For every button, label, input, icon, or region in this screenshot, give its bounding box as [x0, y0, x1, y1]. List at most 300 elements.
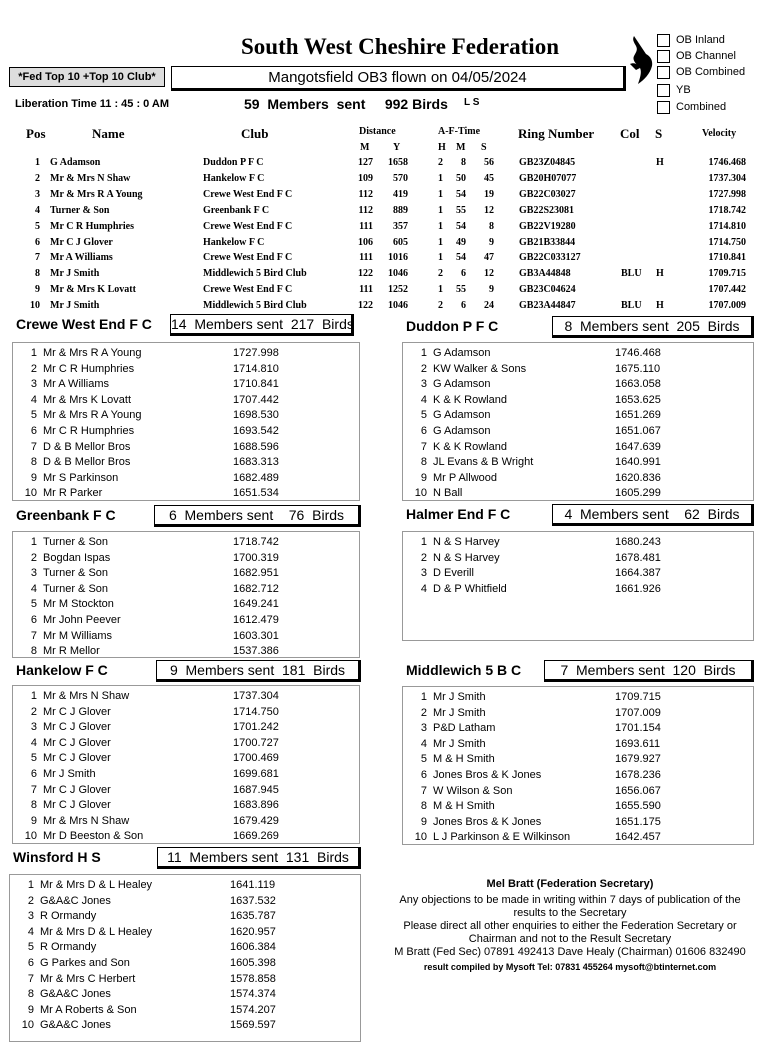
club-row	[13, 768, 353, 784]
fed-cell-club: Middlewich 5 Bird Club	[203, 300, 307, 312]
header-h: H	[438, 142, 446, 153]
club-row-name: Bogdan Ispas	[43, 551, 111, 564]
club-row-name: Mr C J Glover	[43, 721, 111, 734]
club-row	[13, 441, 353, 457]
club-row-pos: 1	[30, 536, 37, 548]
club-row-velocity: 1620.836	[615, 471, 661, 484]
checkbox-icon[interactable]	[657, 66, 670, 79]
club-row-pos: 4	[420, 582, 427, 595]
club-row-pos: 7	[420, 440, 427, 453]
fed-cell-mi: 54	[456, 188, 466, 200]
club-title: Greenbank F C	[16, 507, 116, 523]
club-row-pos: 7	[27, 972, 34, 985]
fed-table-row	[0, 173, 768, 189]
club-row-name: G&A&C Jones	[40, 894, 111, 907]
fed-cell-m: 111	[359, 252, 373, 264]
fed-cell-ring: GB3A44848	[519, 268, 571, 280]
club-row-velocity: 1651.534	[233, 487, 279, 500]
option-yb[interactable]: YB	[657, 83, 691, 97]
club-row-velocity: 1683.313	[233, 456, 279, 469]
club-row	[13, 706, 353, 722]
club-row	[403, 363, 743, 379]
club-members-sent: 14 Members sent 217 Birds	[170, 314, 354, 336]
secretary-name: Mel Bratt (Federation Secretary)	[486, 878, 654, 890]
header-ring: Ring Number	[518, 126, 595, 141]
club-row	[403, 816, 743, 832]
fed-cell-vel: 1714.810	[708, 220, 746, 232]
fed-cell-name: Mr J Smith	[50, 300, 100, 312]
club-row-velocity: 1606.384	[230, 941, 276, 954]
club-row	[10, 941, 350, 957]
club-row-velocity: 1699.681	[233, 768, 279, 780]
fed-cell-ring: GB20H07077	[519, 172, 577, 184]
club-row	[13, 347, 353, 363]
club-row	[13, 690, 353, 706]
club-row	[403, 738, 743, 754]
club-row-velocity: 1707.009	[615, 706, 661, 719]
header-s: S	[655, 126, 663, 141]
club-row-pos: 9	[30, 814, 37, 827]
club-results-box	[12, 342, 360, 501]
fed-cell-pos: 2	[35, 172, 40, 184]
club-row-velocity: 1683.896	[233, 799, 279, 812]
fed-cell-mi: 6	[461, 268, 466, 280]
fed-cell-y: 1046	[388, 268, 408, 280]
club-row-name: Mr C J Glover	[43, 783, 111, 796]
club-row-pos: 3	[420, 722, 427, 735]
fed-cell-pos: 4	[35, 204, 40, 216]
club-row-name: R Ormandy	[40, 910, 97, 923]
fed-cell-ring: GB23C04624	[519, 284, 576, 296]
fed-cell-mi: 54	[456, 252, 466, 264]
fed-cell-y: 1658	[388, 157, 408, 168]
club-row-velocity: 1637.532	[230, 894, 276, 907]
club-row	[13, 815, 353, 831]
club-row-pos: 3	[30, 721, 37, 734]
club-row-pos: 2	[420, 551, 427, 564]
club-row	[403, 831, 743, 847]
fed-cell-mi: 55	[456, 204, 466, 216]
club-row-name: Mr C J Glover	[43, 752, 111, 765]
fed-cell-ring: GB22V19280	[519, 220, 576, 232]
fed-cell-col: BLU	[621, 268, 642, 280]
checkbox-icon[interactable]	[657, 34, 670, 47]
club-row-velocity: 1714.810	[233, 362, 279, 375]
fed-top10-badge: *Fed Top 10 +Top 10 Club*	[9, 67, 165, 87]
fed-cell-h: 2	[438, 268, 443, 280]
fed-table-row	[0, 221, 768, 237]
club-row-velocity: 1698.530	[233, 409, 279, 422]
fed-cell-club: Middlewich 5 Bird Club	[203, 268, 307, 280]
club-row-velocity: 1679.927	[615, 753, 661, 766]
club-row-name: Mr P Allwood	[433, 471, 497, 484]
club-row-velocity: 1640.991	[615, 456, 661, 469]
club-row	[403, 800, 743, 816]
club-row-pos: 4	[30, 736, 37, 749]
club-row-pos: 8	[30, 456, 37, 469]
club-row-pos: 8	[30, 799, 37, 812]
club-row	[403, 567, 743, 583]
club-row-pos: 7	[30, 440, 37, 453]
club-row-velocity: 1680.243	[615, 536, 661, 548]
fed-cell-ring: GB23A44847	[519, 300, 576, 312]
fed-cell-y: 1046	[388, 300, 408, 312]
club-row-velocity: 1574.207	[230, 1003, 276, 1016]
club-row	[403, 378, 743, 394]
fed-table-row	[0, 268, 768, 284]
club-row	[403, 753, 743, 769]
club-row-pos: 3	[420, 378, 427, 391]
club-row-pos: 6	[30, 768, 37, 780]
club-row-name: Mr A Roberts & Son	[40, 1003, 137, 1016]
club-row-velocity: 1714.750	[233, 705, 279, 718]
club-row-name: D & B Mellor Bros	[43, 456, 131, 469]
club-row	[13, 425, 353, 441]
club-row	[403, 425, 743, 441]
club-row-name: Mr & Mrs D & L Healey	[40, 879, 153, 891]
club-row	[13, 737, 353, 753]
club-row-velocity: 1649.241	[233, 598, 279, 611]
club-row-pos: 9	[420, 815, 427, 828]
club-row	[13, 614, 353, 630]
club-results-box	[9, 874, 361, 1042]
fed-cell-h: 1	[438, 172, 443, 184]
club-row-pos: 5	[30, 598, 37, 611]
fed-cell-ring: GB23Z04845	[519, 157, 576, 168]
club-row-pos: 2	[30, 551, 37, 564]
fed-cell-ring: GB21B33844	[519, 236, 576, 248]
fed-cell-name: Mr C R Humphries	[50, 220, 134, 232]
club-row-pos: 8	[30, 645, 37, 658]
club-row-pos: 4	[30, 393, 37, 406]
page-title: South West Cheshire Federation	[241, 34, 559, 59]
club-row-name: Mr C R Humphries	[43, 425, 135, 437]
club-row-velocity: 1687.945	[233, 783, 279, 796]
club-row	[13, 630, 353, 646]
club-row-name: JL Evans & B Wright	[433, 456, 534, 469]
club-row	[10, 895, 350, 911]
club-row-name: Turner & Son	[43, 536, 109, 548]
header-y: Y	[393, 142, 401, 153]
club-row-name: D & P Whitfield	[433, 582, 507, 595]
club-row-velocity: 1678.481	[615, 551, 661, 564]
checkbox-icon[interactable]	[657, 101, 670, 114]
club-row	[10, 957, 350, 973]
club-members-sent: 4 Members sent 62 Birds	[552, 504, 754, 526]
club-row	[13, 752, 353, 768]
club-row-pos: 8	[420, 456, 427, 469]
fed-cell-pos: 3	[35, 188, 40, 200]
club-row-velocity: 1635.787	[230, 910, 276, 923]
fed-cell-name: Mr A Williams	[50, 252, 113, 264]
club-row-name: R Ormandy	[40, 941, 97, 954]
fed-table-row	[0, 252, 768, 268]
club-row-velocity: 1693.611	[615, 737, 661, 750]
club-row-name: Mr M Williams	[43, 629, 113, 642]
club-members-sent: 8 Members sent 205 Birds	[552, 316, 754, 338]
club-row	[403, 441, 743, 457]
club-row-name: Mr & Mrs D & L Healey	[40, 925, 153, 938]
club-row	[403, 487, 743, 503]
fed-cell-s: 12	[484, 268, 494, 280]
club-row-pos: 1	[420, 691, 427, 703]
fed-cell-club: Hankelow F C	[203, 236, 265, 248]
club-row-pos: 3	[420, 567, 427, 580]
club-row-velocity: 1605.299	[615, 487, 661, 500]
club-row-name: Mr John Peever	[43, 614, 121, 626]
fed-cell-pos: 5	[35, 220, 40, 232]
club-row-pos: 1	[420, 536, 427, 548]
objections-text: Any objections to be made in writing within 7 days of publication of the results to the Secretary	[399, 894, 741, 919]
club-results-box	[402, 342, 754, 501]
fed-cell-club: Crewe West End F C	[203, 220, 293, 232]
club-row	[403, 583, 743, 599]
club-row-velocity: 1682.951	[233, 567, 279, 580]
fed-cell-vel: 1710.841	[708, 252, 746, 264]
club-row-pos: 9	[420, 471, 427, 484]
club-title: Duddon P F C	[406, 318, 499, 334]
fed-cell-vel: 1714.750	[708, 236, 746, 248]
club-row	[403, 707, 743, 723]
fed-cell-name: Mr & Mrs R A Young	[50, 188, 143, 200]
club-row-pos: 10	[414, 831, 427, 844]
club-row-pos: 5	[420, 409, 427, 422]
club-row	[403, 472, 743, 488]
club-row-pos: 6	[420, 769, 427, 781]
fed-cell-club: Crewe West End F C	[203, 252, 293, 264]
club-row-velocity: 1642.457	[615, 831, 661, 844]
club-row-pos: 8	[27, 988, 34, 1001]
fed-cell-h: 1	[438, 220, 443, 232]
fed-cell-club: Crewe West End F C	[203, 284, 293, 296]
club-row	[13, 394, 353, 410]
club-row-pos: 5	[30, 752, 37, 765]
club-row	[13, 583, 353, 599]
fed-cell-sx: H	[656, 268, 664, 280]
club-row-velocity: 1651.067	[615, 425, 661, 437]
club-row-name: G Adamson	[433, 347, 491, 359]
fed-cell-name: Mr C J Glover	[50, 236, 113, 248]
club-row	[10, 1019, 350, 1035]
club-row-name: G Adamson	[433, 425, 491, 437]
club-row-velocity: 1700.727	[233, 736, 279, 749]
fed-cell-s: 12	[484, 204, 494, 216]
fed-cell-s: 9	[489, 284, 494, 296]
fed-cell-vel: 1707.442	[708, 284, 746, 296]
checkbox-icon[interactable]	[657, 84, 670, 97]
club-row-pos: 10	[24, 487, 37, 500]
club-row-velocity: 1707.442	[233, 393, 279, 406]
club-row-pos: 5	[27, 941, 34, 954]
club-row-name: Mr & Mrs R A Young	[43, 347, 142, 359]
club-row-name: Mr C R Humphries	[43, 362, 135, 375]
club-row-pos: 6	[30, 614, 37, 626]
fed-cell-pos: 9	[35, 284, 40, 296]
fed-cell-m: 112	[358, 204, 373, 216]
club-row-velocity: 1651.269	[615, 409, 661, 422]
club-row-velocity: 1655.590	[615, 800, 661, 813]
club-row-velocity: 1653.625	[615, 393, 661, 406]
club-title: Crewe West End F C	[16, 316, 152, 332]
club-row-velocity: 1700.469	[233, 752, 279, 765]
club-row-pos: 2	[27, 894, 34, 907]
header-col: Col	[620, 126, 640, 141]
club-row-velocity: 1737.304	[233, 690, 279, 702]
fed-cell-ring: GB22C03027	[519, 188, 576, 200]
club-row	[10, 1004, 350, 1020]
club-row-pos: 7	[30, 629, 37, 642]
club-row-velocity: 1569.597	[230, 1019, 276, 1032]
club-row-velocity: 1620.957	[230, 925, 276, 938]
fed-cell-name: Turner & Son	[50, 204, 110, 216]
club-title: Hankelow F C	[16, 662, 108, 678]
club-row-velocity: 1678.236	[615, 769, 661, 781]
club-row-name: Mr R Mellor	[43, 645, 100, 658]
club-row	[10, 926, 350, 942]
fed-cell-h: 2	[438, 157, 443, 168]
club-row	[403, 785, 743, 801]
club-row-velocity: 1727.998	[233, 347, 279, 359]
fed-cell-club: Hankelow F C	[203, 172, 265, 184]
header-sec: S	[481, 142, 487, 153]
fed-cell-pos: 6	[35, 236, 40, 248]
fed-cell-vel: 1737.304	[708, 172, 746, 184]
fed-table-row	[0, 205, 768, 221]
club-row-name: D Everill	[433, 567, 474, 580]
header-name: Name	[92, 126, 125, 141]
fed-cell-name: Mr & Mrs K Lovatt	[50, 284, 136, 296]
club-row-name: Mr J Smith	[433, 706, 486, 719]
secretary-notice	[384, 878, 756, 974]
fed-cell-m: 127	[358, 157, 373, 168]
fed-cell-club: Greenbank F C	[203, 204, 270, 216]
club-row-name: N Ball	[433, 487, 463, 500]
header-mi: M	[456, 142, 466, 153]
club-row	[13, 378, 353, 394]
club-row-velocity: 1675.110	[615, 362, 661, 375]
club-results-box	[12, 685, 360, 844]
club-row-velocity: 1612.479	[233, 614, 279, 626]
club-row-name: M & H Smith	[433, 800, 495, 813]
club-row-pos: 5	[420, 753, 427, 766]
club-row-pos: 2	[30, 362, 37, 375]
fed-cell-m: 112	[358, 188, 373, 200]
fed-cell-y: 1016	[388, 252, 408, 264]
option-ob-combined[interactable]: OB Combined	[657, 65, 745, 79]
club-row	[13, 536, 353, 552]
club-row-velocity: 1746.468	[615, 347, 661, 359]
fed-cell-club: Crewe West End F C	[203, 188, 293, 200]
club-row-pos: 1	[30, 347, 37, 359]
fed-table-row	[0, 157, 768, 173]
club-row-velocity: 1700.319	[233, 551, 279, 564]
fed-cell-h: 2	[438, 300, 443, 312]
club-row	[13, 472, 353, 488]
members-birds-sent: 59 Members sent 992 Birds	[244, 96, 448, 112]
club-row-velocity: 1641.119	[230, 879, 276, 891]
club-row-name: Mr & Mrs K Lovatt	[43, 393, 132, 406]
pigeon-logo-icon	[628, 34, 654, 86]
compiled-by: result compiled by Mysoft Tel: 07831 455264 mysoft@btinternet.com	[423, 962, 717, 972]
fed-cell-s: 45	[484, 172, 494, 184]
club-row-name: Jones Bros & K Jones	[433, 769, 542, 781]
fed-cell-name: Mr & Mrs N Shaw	[50, 172, 131, 184]
club-row-pos: 7	[420, 784, 427, 797]
club-row-pos: 9	[30, 471, 37, 484]
club-row-name: Mr C J Glover	[43, 799, 111, 812]
fed-table-row	[0, 284, 768, 300]
club-members-sent: 11 Members sent 131 Birds	[157, 847, 361, 869]
club-row	[403, 691, 743, 707]
club-row-pos: 10	[24, 830, 37, 843]
option-combined[interactable]: Combined	[657, 100, 726, 114]
option-ob-inland[interactable]: OB Inland	[657, 33, 725, 47]
club-row	[10, 879, 350, 895]
fed-cell-name: G Adamson	[50, 157, 101, 168]
fed-cell-ring: GB22S23081	[519, 204, 575, 216]
fed-cell-m: 109	[358, 172, 373, 184]
fed-cell-mi: 8	[461, 157, 466, 168]
club-row-name: G Adamson	[433, 409, 491, 422]
fed-cell-ring: GB22C033127	[519, 252, 581, 264]
club-row-name: Mr C J Glover	[43, 705, 111, 718]
fed-cell-m: 111	[359, 220, 373, 232]
club-row-pos: 4	[420, 393, 427, 406]
club-row-pos: 3	[27, 910, 34, 923]
club-row-name: Mr & Mrs C Herbert	[40, 972, 136, 985]
club-row-pos: 9	[27, 1003, 34, 1016]
club-row-velocity: 1679.429	[233, 814, 279, 827]
fed-cell-y: 889	[393, 204, 408, 216]
club-row-pos: 1	[420, 347, 427, 359]
club-row	[13, 487, 353, 503]
club-row	[13, 363, 353, 379]
club-title: Halmer End F C	[406, 506, 511, 522]
fed-cell-mi: 55	[456, 284, 466, 296]
club-row-pos: 5	[30, 409, 37, 422]
fed-cell-name: Mr J Smith	[50, 268, 100, 280]
fed-cell-m: 111	[359, 284, 373, 296]
contact-numbers: M Bratt (Fed Sec) 07891 492413 Dave Healy (Chairman) 01606 832490	[394, 946, 746, 958]
club-row-name: G Adamson	[433, 378, 491, 391]
fed-cell-mi: 54	[456, 220, 466, 232]
club-row-velocity: 1656.067	[615, 784, 661, 797]
club-row-velocity: 1603.301	[233, 629, 279, 642]
club-row-pos: 6	[30, 425, 37, 437]
club-row-velocity: 1682.712	[233, 582, 279, 595]
club-row-name: Jones Bros & K Jones	[433, 815, 542, 828]
club-row-pos: 2	[30, 705, 37, 718]
club-row-velocity: 1688.596	[233, 440, 279, 453]
fed-cell-y: 605	[393, 236, 408, 248]
club-row-name: Mr J Smith	[433, 691, 486, 703]
club-row	[13, 784, 353, 800]
club-row	[403, 769, 743, 785]
checkbox-icon[interactable]	[657, 50, 670, 63]
club-row	[10, 988, 350, 1004]
club-row-velocity: 1709.715	[615, 691, 661, 703]
club-row	[13, 552, 353, 568]
club-row-name: W Wilson & Son	[433, 784, 513, 797]
club-row	[13, 645, 353, 661]
club-row-name: N & S Harvey	[433, 551, 500, 564]
fed-table-row	[0, 237, 768, 253]
fed-cell-h: 1	[438, 236, 443, 248]
fed-cell-y: 419	[393, 188, 408, 200]
club-row-name: D & B Mellor Bros	[43, 440, 131, 453]
header-m: M	[360, 142, 370, 153]
option-ob-channel[interactable]: OB Channel	[657, 49, 736, 63]
